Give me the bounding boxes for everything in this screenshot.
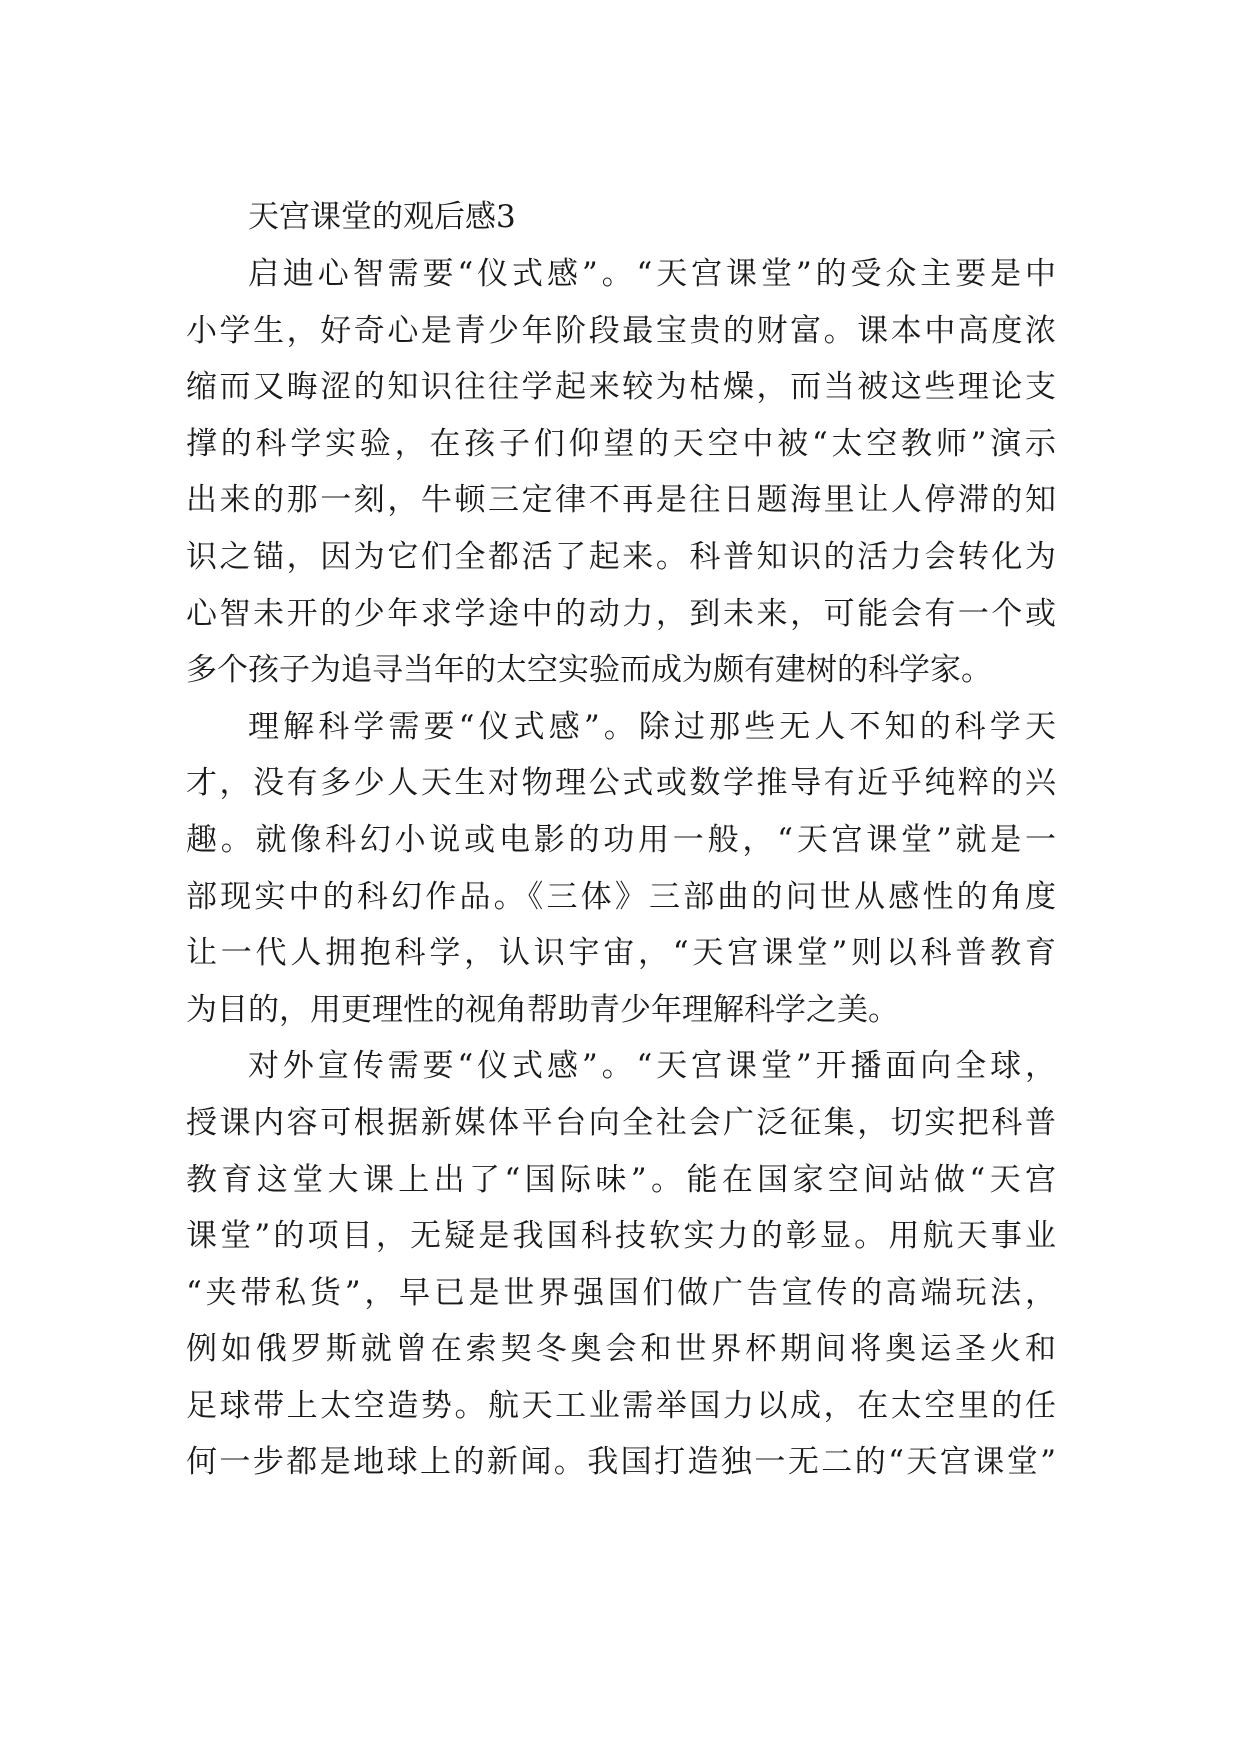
- paragraph-line: 理解科学需要“仪式感”。除过那些无人不知的科学天: [248, 708, 1056, 745]
- paragraph-line: 启迪心智需要“仪式感”。“天宫课堂”的受众主要是中: [248, 256, 1056, 292]
- paragraph-line: 趣。就像科幻小说或电影的功用一般，“天宫课堂”就是一: [186, 821, 1056, 858]
- paragraph-3: [186, 1038, 1056, 1491]
- paragraph-line: 出来的那一刻，牛顿三定律不再是往日题海里让人停滞的知: [186, 482, 1056, 519]
- paragraph-line: 让一代人拥抱科学，认识宇宙，“天宫课堂”则以科普教育: [186, 935, 1056, 972]
- document-title: 天宫课堂的观后感3: [248, 199, 516, 235]
- paragraph-line: 才，没有多少人天生对物理公式或数学推导有近乎纯粹的兴: [186, 765, 1056, 802]
- paragraph-line: 多个孩子为追寻当年的太空实验而成为颇有建树的科学家。: [186, 652, 992, 689]
- paragraph-2: [186, 699, 1056, 1039]
- paragraph-line: 心智未开的少年求学途中的动力，到未来，可能会有一个或: [186, 595, 1056, 632]
- paragraph-line: 例如俄罗斯就曾在索契冬奥会和世界杯期间将奥运圣火和: [186, 1331, 1056, 1368]
- paragraph-line: 何一步都是地球上的新闻。我国打造独一无二的“天宫课堂”: [186, 1444, 1056, 1481]
- paragraph-line: 对外宣传需要“仪式感”。“天宫课堂”开播面向全球，: [248, 1048, 1056, 1085]
- paragraph-line: 足球带上太空造势。航天工业需举国力以成，在太空里的任: [186, 1387, 1056, 1424]
- paragraph-line: “夹带私货”，早已是世界强国们做广告宣传的高端玩法，: [186, 1274, 1056, 1311]
- paragraph-line: 部现实中的科幻作品。《三体》三部曲的问世从感性的角度: [186, 878, 1056, 915]
- paragraph-line: 识之锚，因为它们全都活了起来。科普知识的活力会转化为: [186, 538, 1056, 575]
- paragraph-line: 授课内容可根据新媒体平台向全社会广泛征集，切实把科普: [186, 1104, 1056, 1141]
- paragraph-line: 课堂”的项目，无疑是我国科技软实力的彰显。用航天事业: [186, 1218, 1056, 1255]
- paragraph-line: 小学生，好奇心是青少年阶段最宝贵的财富。课本中高度浓: [186, 312, 1056, 349]
- paragraph-line: 教育这堂大课上出了“国际味”。能在国家空间站做“天宫: [186, 1161, 1056, 1198]
- paragraph-line: 为目的，用更理性的视角帮助青少年理解科学之美。: [186, 991, 899, 1028]
- paragraph-line: 撑的科学实验，在孩子们仰望的天空中被“太空教师”演示: [186, 425, 1056, 462]
- document-body: [186, 189, 1056, 1491]
- paragraph-line: 缩而又晦涩的知识往往学起来较为枯燥，而当被这些理论支: [186, 369, 1056, 406]
- paragraph-1: [186, 246, 1056, 699]
